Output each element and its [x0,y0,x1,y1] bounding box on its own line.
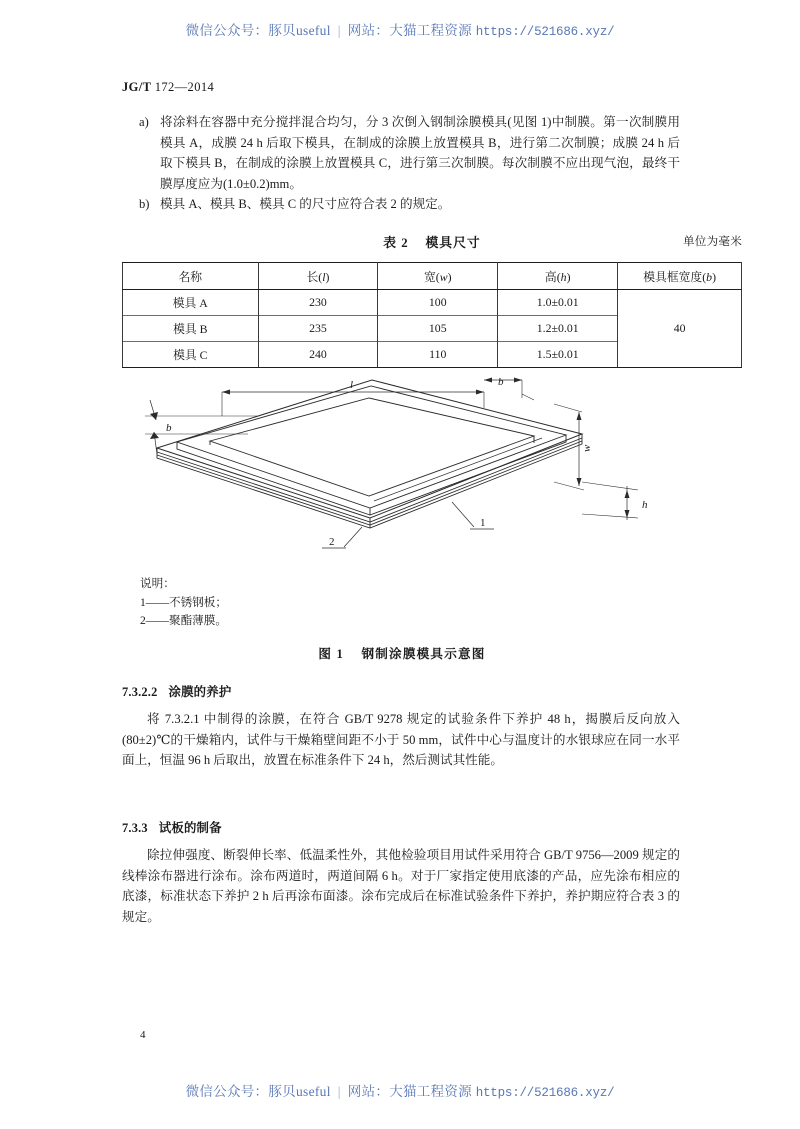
figure1-svg [122,372,682,572]
figure1-notes [140,575,227,631]
section-7-3-2-2-heading [122,682,680,700]
watermark-site-value: 大猫工程资源 [389,1084,473,1099]
figure1-callout-2: 2 [329,536,335,548]
section-7-3-2-2-paragraph: 将 7.3.2.1 中制得的涂膜，在符合 GB/T 9278 规定的试验条件下养护 48 h，揭膜后反向放入(80±2)℃的干燥箱内，试件与干燥箱壁间距不小于 50 mm，试件中心与温度计的水银球应在同一水平面上，恒温 96 h 后取出，放置在标准条件下 24 h，然后测试其性能。 [122,712,680,768]
clause-list [122,112,680,215]
table2-cell-width: 105 [378,316,498,342]
figure1-note-1: 1——不锈钢板； [140,595,227,609]
watermark-url: https://521686.xyz/ [475,25,615,39]
page-number: 4 [140,1029,146,1041]
table2-cell-width: 100 [378,290,498,316]
table2-caption-title: 模具尺寸 [425,236,481,250]
table2-col-length: 长(l) [258,263,378,290]
list-marker-b: b) [139,197,150,212]
table2-caption [122,232,742,251]
list-marker-a: a) [139,115,149,129]
figure1-label-frame-width-left: b [166,422,172,434]
figure1-note-2: 2——聚酯薄膜。 [140,614,227,627]
section-7-3-3-paragraph: 除拉伸强度、断裂伸长率、低温柔性外，其他检验项目用试件采用符合 GB/T 9756—2009 规定的线棒涂布器进行涂布。涂布两道时，两道间隔 6 h。对于厂家指定使用底漆的产品，应先涂布相应的底漆，标准状态下养护 2 h 后再涂布面漆。涂布完成后在标准试验条件下养护，养护期应符合表 3 的规定。 [122,848,680,924]
table-row [123,290,742,316]
table2-cell-width: 110 [378,342,498,368]
table2-cell-name: 模具 A [123,290,259,316]
table2-col-name: 名称 [123,263,259,290]
figure1-drawing [122,372,682,572]
watermark-wechat-label: 微信公众号： [185,23,269,38]
section-7-3-2-2-number: 7.3.2.2 [122,685,158,699]
table2-cell-length: 240 [258,342,378,368]
figure1-label-frame-width-top: b [498,376,504,388]
table2-cell-height: 1.2±0.01 [498,316,618,342]
watermark-wechat-label: 微信公众号： [185,1084,269,1099]
figure1-label-length: l [350,379,354,391]
table2-cell-length: 230 [258,290,378,316]
list-item-a [122,112,680,194]
table2-col-height: 高(h) [498,263,618,290]
section-7-3-3-number: 7.3.3 [122,821,148,835]
section-7-3-2-2-title: 涂膜的养护 [168,685,232,699]
table2-caption-label: 表 2 [383,236,409,250]
watermark-site-value: 大猫工程资源 [389,23,473,38]
section-7-3-2-2 [122,682,680,771]
section-7-3-3-title: 试板的制备 [158,821,222,835]
section-7-3-3 [122,818,680,927]
figure1-label-width: w [581,444,593,452]
figure1-caption [122,643,682,662]
table2-cell-height: 1.5±0.01 [498,342,618,368]
watermark-separator: | [337,1084,341,1099]
standard-code: JG/T [122,80,152,94]
table2-block [122,232,742,368]
figure1-callout-1: 1 [480,517,486,529]
watermark-bottom [0,1080,800,1100]
list-text-a: 将涂料在容器中充分搅拌混合均匀，分 3 次倒入钢制涂膜模具(见图 1)中制膜。第一次制膜用模具 A，成膜 24 h 后取下模具，在制成的涂膜上放置模具 B，进行第二次制膜；成膜 24 h 后取下模具 B，在制成的涂膜上放置模具 C，进行第三次制膜。每次制膜不应出现气泡，最终干膜厚度应为(1.0±0.2)mm。 [160,115,680,191]
table2-cell-name: 模具 B [123,316,259,342]
table2-col-frame-width: 模具框宽度(b) [618,263,742,290]
list-item-b [122,194,680,215]
table2-caption-row [122,232,742,254]
standard-number: 172—2014 [154,80,215,94]
table2-cell-length: 235 [258,316,378,342]
figure1-caption-label: 图 1 [318,647,345,661]
figure1-label-height: h [642,499,648,511]
watermark-separator: | [337,23,341,38]
table2-cell-name: 模具 C [123,342,259,368]
watermark-url: https://521686.xyz/ [475,1086,615,1100]
table2-cell-frame-width: 40 [618,290,742,368]
table2 [122,262,742,368]
standard-header [122,80,214,95]
table2-header-row [123,263,742,290]
watermark-site-label: 网站： [347,23,390,38]
watermark-wechat-value: 豚贝useful [268,23,331,38]
watermark-site-label: 网站： [347,1084,390,1099]
list-text-b: 模具 A、模具 B、模具 C 的尺寸应符合表 2 的规定。 [160,197,451,212]
figure1-notes-title: 说明： [140,577,175,590]
watermark-wechat-value: 豚贝useful [268,1084,331,1099]
table2-cell-height: 1.0±0.01 [498,290,618,316]
figure1-caption-title: 钢制涂膜模具示意图 [361,647,486,661]
table2-unit-note: 单位为毫米 [683,235,742,248]
table2-col-width: 宽(w) [378,263,498,290]
section-7-3-3-heading [122,818,680,836]
